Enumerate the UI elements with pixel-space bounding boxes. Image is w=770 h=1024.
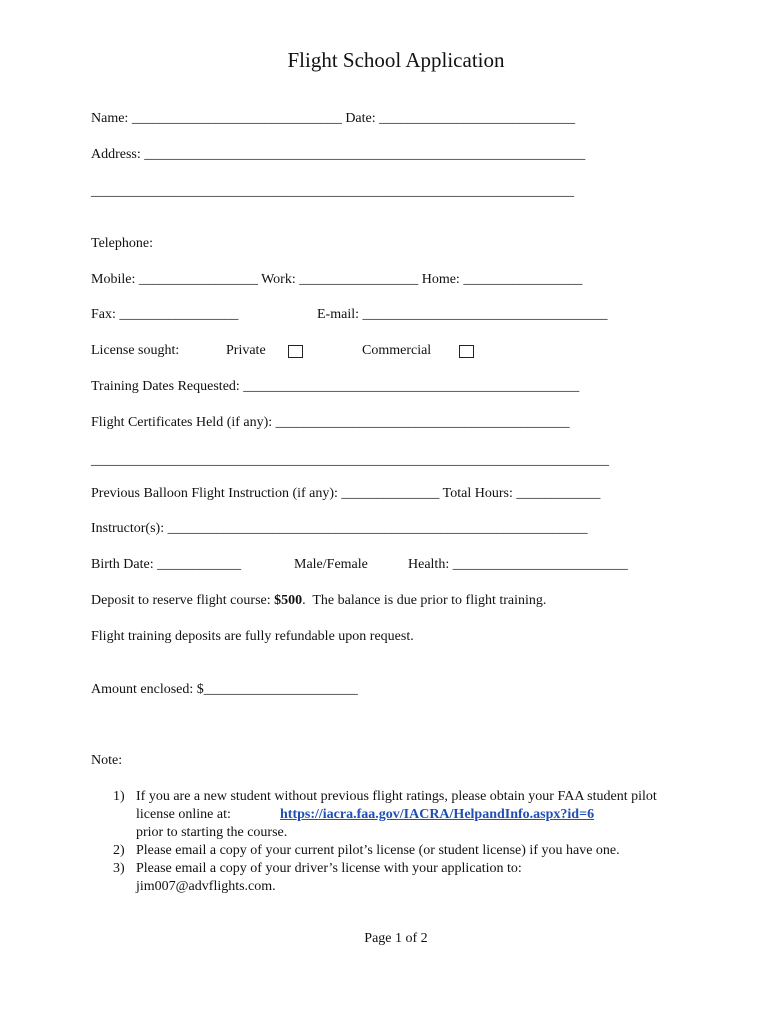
page-title: Flight School Application xyxy=(287,48,505,72)
note-item-2: Please email a copy of your current pilot’s license (or student license) if you have one. xyxy=(136,843,620,858)
commercial-checkbox[interactable] xyxy=(459,345,474,358)
fax-field[interactable]: Fax: _________________ xyxy=(91,307,239,322)
birth-date-field[interactable]: Birth Date: ____________ xyxy=(91,557,242,572)
health-field[interactable]: Health: _________________________ xyxy=(408,557,628,572)
training-dates-field[interactable]: Training Dates Requested: ________________________________________________ xyxy=(91,379,580,394)
address-field[interactable]: Address: _______________________________________________________________ xyxy=(91,147,586,162)
deposit-text xyxy=(91,594,546,608)
note-item-3-number: 3) xyxy=(113,861,125,876)
phone-fields[interactable]: Mobile: _________________ Work: _________________ Home: _________________ xyxy=(91,272,583,287)
note-item-1-line-1: If you are a new student without previous flight ratings, please obtain your FAA student pilot xyxy=(136,789,657,804)
license-private-label: Private xyxy=(226,343,266,358)
name-date-field[interactable]: Name: ______________________________ Date: ____________________________ xyxy=(91,111,576,126)
faa-link[interactable]: https://iacra.faa.gov/IACRA/HelpandInfo.aspx?id=6 xyxy=(280,807,595,822)
email-field[interactable]: E-mail: ___________________________________ xyxy=(317,307,608,322)
certificates-line-2[interactable]: __________________________________________________________________________ xyxy=(91,453,609,468)
telephone-label: Telephone: xyxy=(91,236,153,251)
note-heading: Note: xyxy=(91,753,123,768)
license-commercial-label: Commercial xyxy=(362,343,432,358)
license-sought-label: License sought: xyxy=(91,343,180,358)
note-item-3-email: jim007@advflights.com. xyxy=(136,879,276,894)
deposit-amount: $500 xyxy=(274,593,303,608)
address-line-2[interactable]: _____________________________________________________________________ xyxy=(91,184,574,199)
private-checkbox[interactable] xyxy=(288,345,303,358)
deposit-suffix: . The balance is due prior to flight training. xyxy=(302,593,547,608)
amount-enclosed-field[interactable]: Amount enclosed: $______________________ xyxy=(91,682,358,697)
instructors-field[interactable]: Instructor(s): ____________________________________________________________ xyxy=(91,521,588,536)
note-item-3-line-1: Please email a copy of your driver’s license with your application to: xyxy=(136,861,522,876)
note-item-2-number: 2) xyxy=(113,843,125,858)
note-item-1-line-2: license online at: xyxy=(136,807,231,822)
page-number: Page 1 of 2 xyxy=(364,931,428,946)
refundable-text: Flight training deposits are fully refundable upon request. xyxy=(91,629,414,644)
note-item-1-line-3: prior to starting the course. xyxy=(136,825,288,840)
male-female-label: Male/Female xyxy=(294,557,368,572)
note-item-1-number: 1) xyxy=(113,789,125,804)
certificates-field[interactable]: Flight Certificates Held (if any): __________________________________________ xyxy=(91,415,570,430)
deposit-prefix: Deposit to reserve flight course: xyxy=(91,593,275,608)
previous-instruction-field[interactable]: Previous Balloon Flight Instruction (if any): ______________ Total Hours: ____________ xyxy=(91,486,601,501)
